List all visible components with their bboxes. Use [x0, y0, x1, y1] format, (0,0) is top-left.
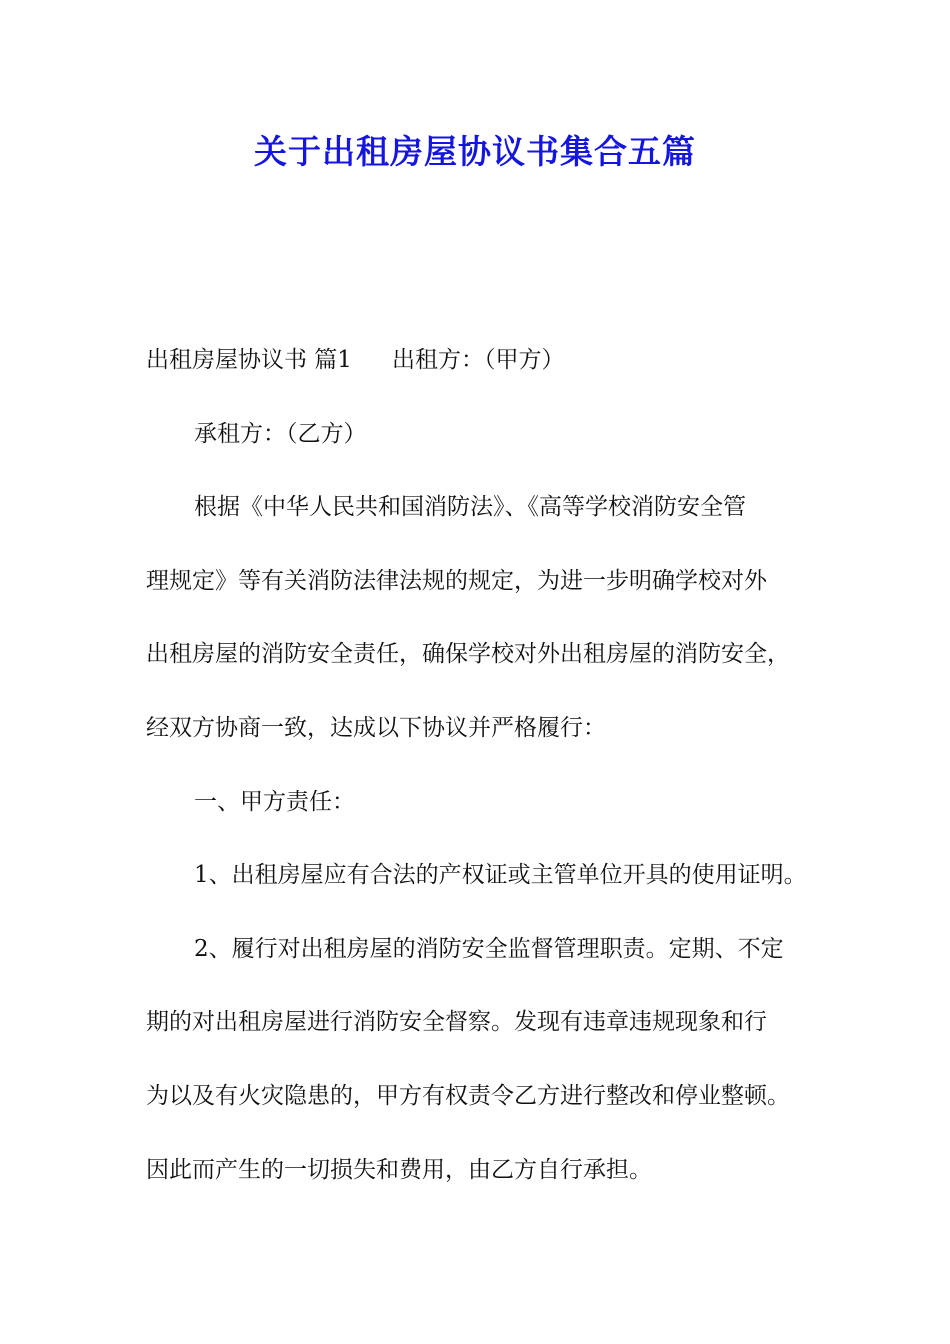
section-heading: 一、甲方责任：: [194, 788, 355, 815]
paragraph-line: 根据《中华人民共和国消防法》、《高等学校消防安全管: [194, 494, 746, 521]
list-item: 1、出租房屋应有合法的产权证或主管单位开具的使用证明。: [194, 862, 807, 889]
list-item-line: 为以及有火灾隐患的，甲方有权责令乙方进行整改和停业整顿。: [146, 1082, 790, 1109]
paragraph-line: 出租房屋的消防安全责任，确保学校对外出租房屋的消防安全，: [146, 641, 790, 668]
paragraph-line: 理规定》等有关消防法律法规的规定，为进一步明确学校对外: [146, 567, 767, 594]
lessee-label: 承租方：（乙方）: [194, 420, 367, 447]
document-title: 关于出租房屋协议书集合五篇: [254, 132, 696, 171]
paragraph-line: 经双方协商一致，达成以下协议并严格履行：: [146, 714, 606, 741]
list-item-line: 因此而产生的一切损失和费用，由乙方自行承担。: [146, 1156, 652, 1183]
list-item-line: 2、履行对出租房屋的消防安全监督管理职责。定期、不定: [194, 935, 784, 962]
agreement-heading-line: [146, 336, 818, 410]
list-item-line: 期的对出租房屋进行消防安全督察。发现有违章违规现象和行: [146, 1009, 767, 1036]
document-body: [146, 336, 818, 1219]
lessor-label: 出租方：（甲方）: [391, 347, 565, 373]
agreement-heading: 出租房屋协议书 篇1: [146, 347, 352, 373]
